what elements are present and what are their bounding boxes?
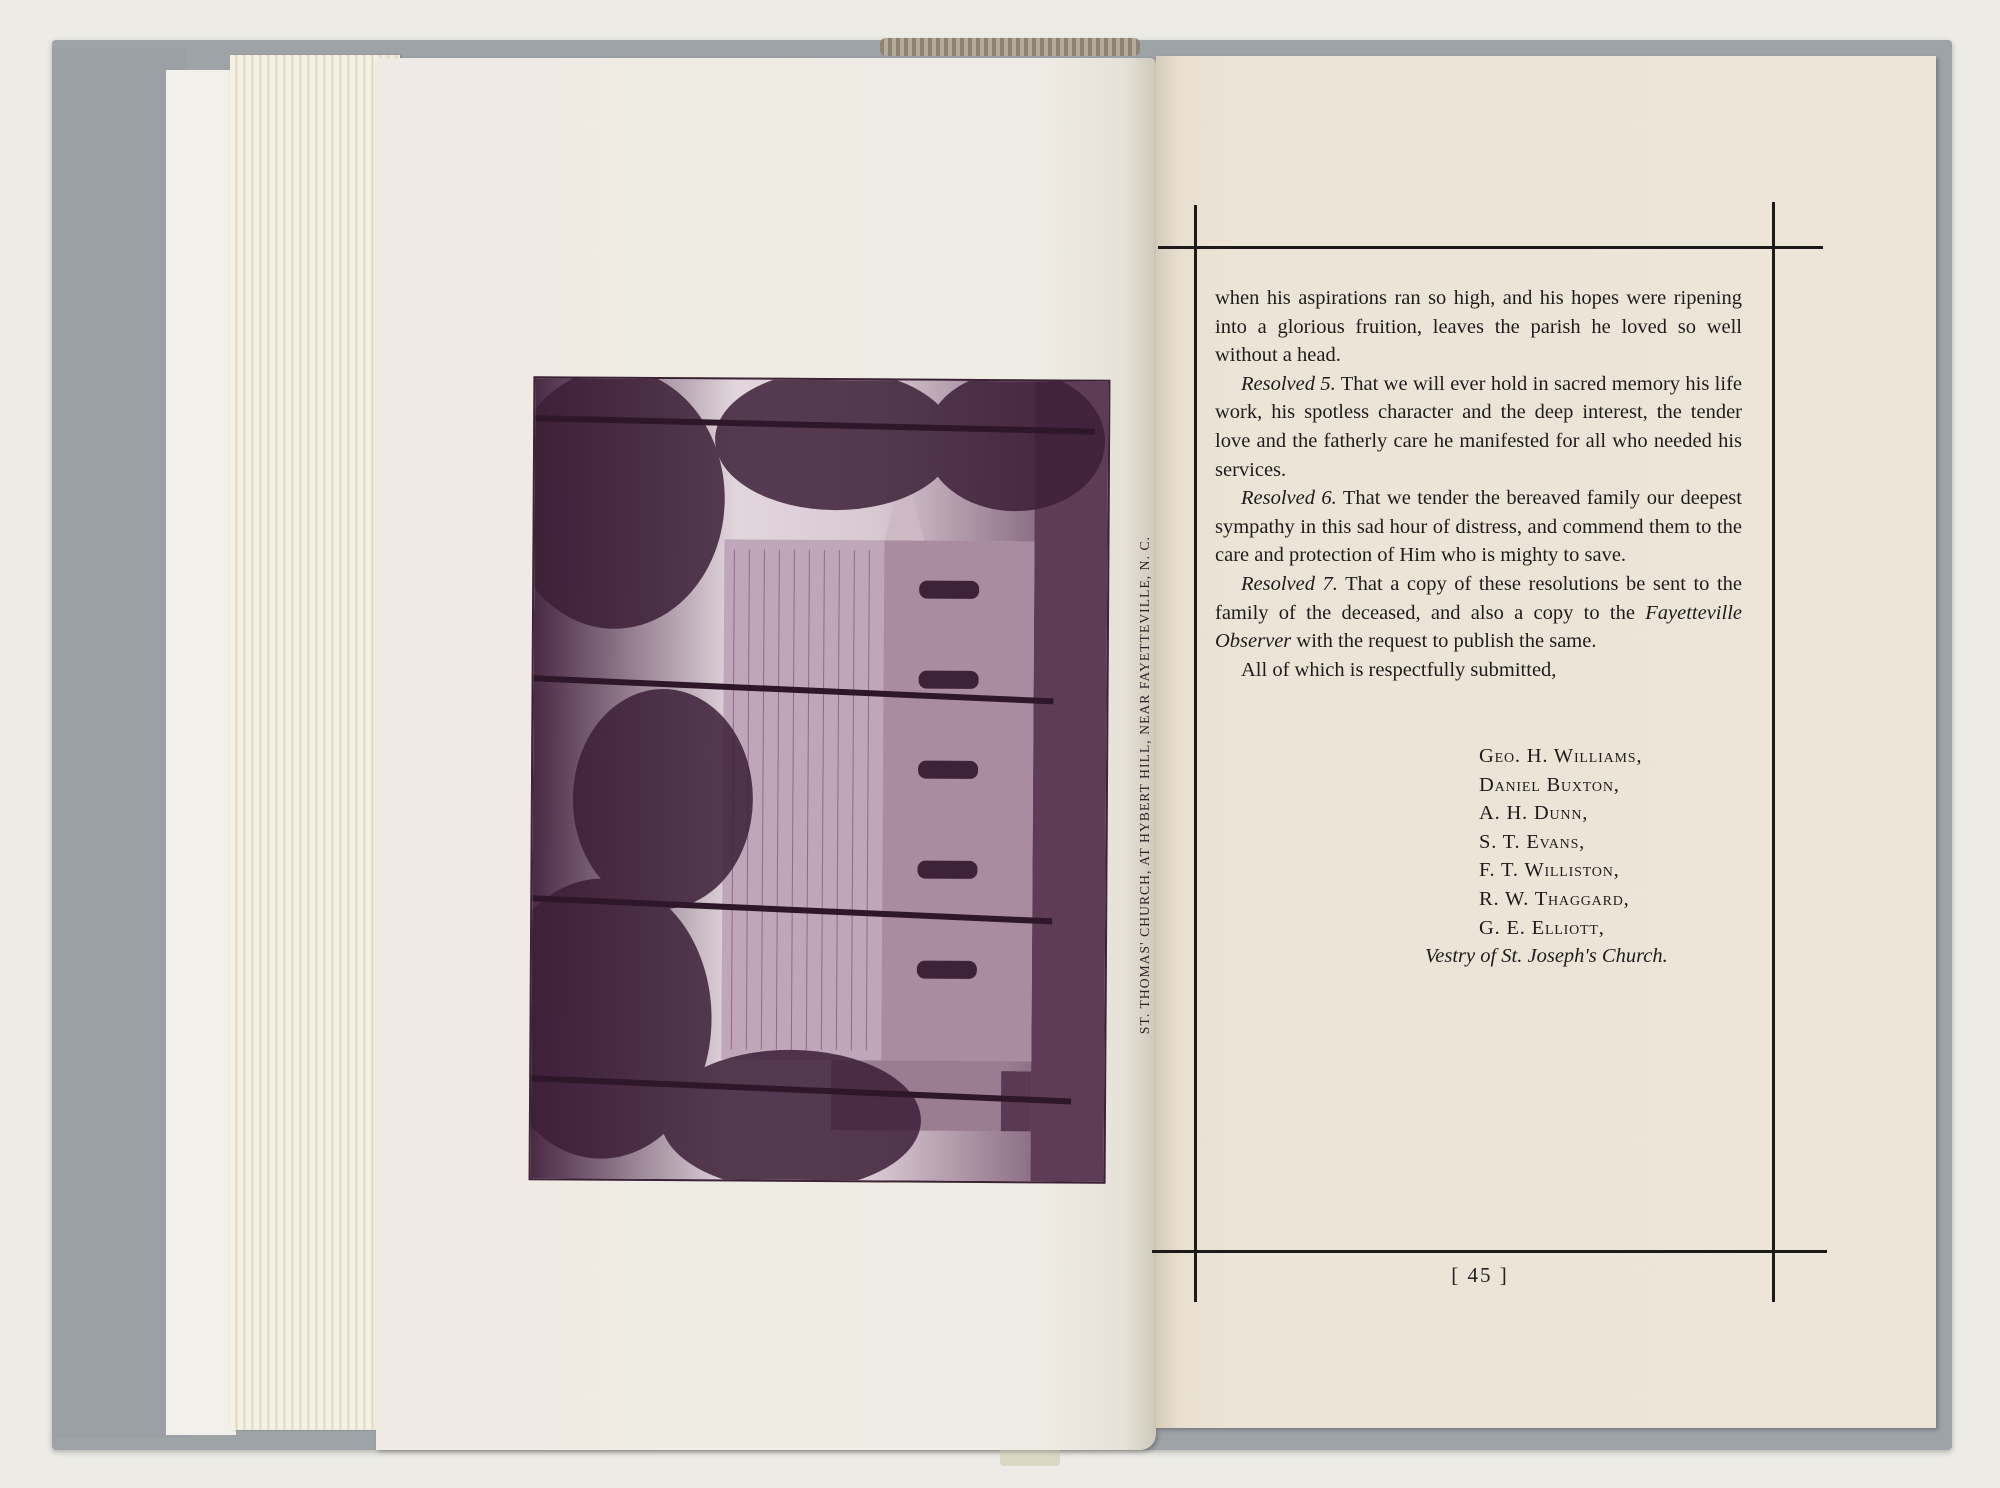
page-stack (230, 55, 400, 1430)
vestry-line: Vestry of St. Joseph's Church. (1425, 945, 1668, 968)
signature-list (1215, 742, 1745, 971)
binding-stitch (880, 38, 1140, 56)
signatory: F. T. Williston, (1479, 859, 1620, 882)
paragraph-resolved-5 (1215, 370, 1742, 484)
paragraph-resolved-6 (1215, 484, 1742, 570)
paragraph-1: when his aspirations ran so high, and his hopes were ripening into a glorious fruition, leaves the parish he loved so well without a head. (1215, 287, 1742, 367)
resolved-5-label: Resolved 5. (1241, 372, 1336, 395)
signatory: R. W. Thaggard, (1479, 887, 1630, 910)
endpaper (166, 70, 236, 1435)
paragraph-resolved-7 (1215, 570, 1742, 656)
signatory: Daniel Buxton, (1479, 773, 1620, 796)
submission-line: All of which is respectfully submitted, (1241, 658, 1557, 681)
signatory: G. E. Elliott, (1479, 916, 1605, 939)
signatory: Geo. H. Williams, (1479, 745, 1643, 767)
bookmark-ribbon (1000, 1448, 1060, 1466)
photo-caption: ST. THOMAS' CHURCH, AT HYBERT HILL, NEAR FAYETTEVILLE, N. C. (1137, 535, 1152, 1035)
resolved-6-label: Resolved 6. (1241, 487, 1337, 510)
signatory: A. H. Dunn, (1479, 802, 1589, 825)
church-photograph (529, 376, 1111, 1184)
page-number: [ 45 ] (1451, 1263, 1509, 1287)
signatory: S. T. Evans, (1479, 830, 1586, 853)
resolved-7-text-a: That a copy of these resolutions be sent to the family of the deceased, and also a copy to the (1215, 572, 1743, 624)
border-rule-right (1772, 202, 1775, 1302)
body-text (1215, 284, 1742, 684)
resolved-6-text: That we tender the bereaved family our deepest sympathy in this sad hour of distress, and commend them to the care and protection of Him who is mighty to save. (1215, 487, 1742, 567)
border-rule-bottom (1152, 1250, 1827, 1253)
newspaper-title: Fayetteville Observer (1215, 601, 1742, 653)
border-rule-left (1194, 205, 1197, 1302)
resolved-7-text-b: with the request to publish the same. (1291, 630, 1597, 653)
border-rule-top (1158, 246, 1823, 249)
church-photo-illustration (531, 378, 1109, 1181)
resolved-7-label: Resolved 7. (1241, 572, 1338, 595)
resolved-5-text: That we will ever hold in sacred memory his life work, his spotless character and the deep interest, the tender love and the fatherly care he manifested for all who needed his services. (1215, 372, 1742, 481)
